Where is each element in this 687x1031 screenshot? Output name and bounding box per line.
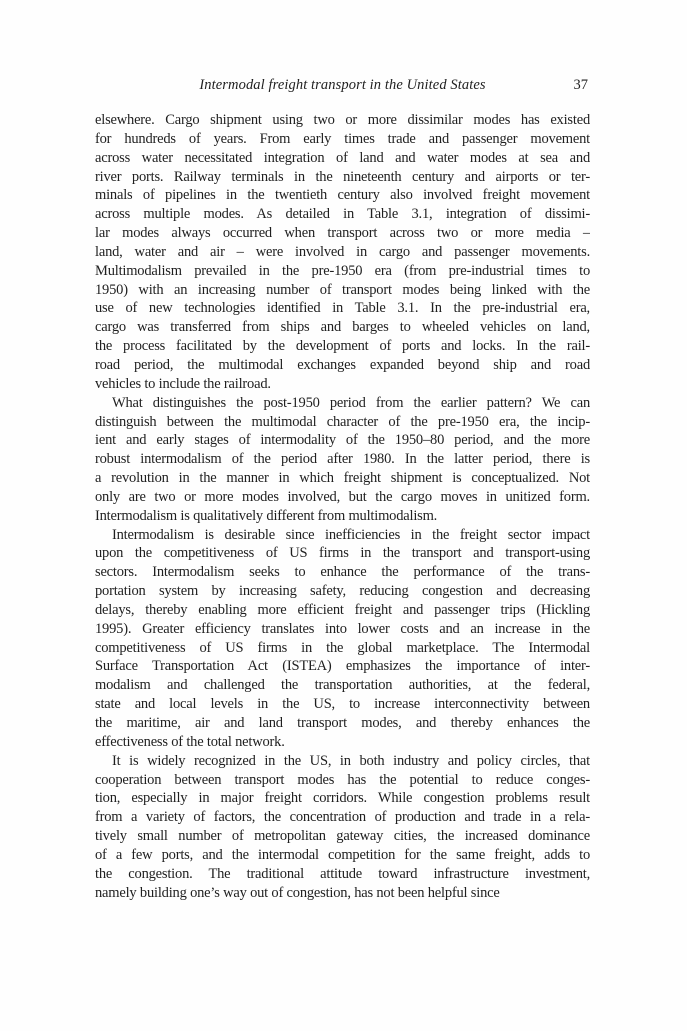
text-line: the process facilitated by the development of ports and locks. In the rail- (95, 338, 590, 355)
text-line: Intermodalism is desirable since inefficiencies in the freight sector impact (112, 526, 590, 543)
text-line: only are two or more modes involved, but the cargo moves in unitized form. (95, 488, 590, 505)
text-line: What distinguishes the post-1950 period from the earlier pattern? We can (112, 394, 590, 411)
running-header (95, 76, 590, 96)
text-line: river ports. Railway terminals in the nineteenth century and airports or ter- (95, 168, 590, 185)
text-line: cargo was transferred from ships and barges to wheeled vehicles on land, (95, 319, 590, 336)
text-line: land, water and air – were involved in cargo and passenger movements. (95, 243, 590, 260)
running-title: Intermodal freight transport in the United States (199, 77, 486, 93)
text-line: portation system by increasing safety, reducing congestion and decreasing (95, 583, 590, 600)
text-line: from a variety of factors, the concentration of production and trade in a rela- (95, 809, 590, 826)
text-line: state and local levels in the US, to increase interconnectivity between (95, 696, 590, 713)
text-line: Intermodalism is qualitatively different from multimodalism. (95, 507, 438, 524)
text-line: across water necessitated integration of land and water modes at sea and (95, 149, 590, 166)
text-line: effectiveness of the total network. (95, 733, 285, 750)
paragraph (95, 394, 590, 526)
text-line: tively small number of metropolitan gateway cities, the increased dominance (95, 828, 590, 845)
page-number: 37 (573, 77, 588, 93)
text-line: vehicles to include the railroad. (95, 375, 271, 392)
text-line: the congestion. The traditional attitude toward infrastructure investment, (95, 865, 590, 882)
paragraph (95, 526, 590, 752)
text-line: competitiveness of US firms in the global marketplace. The Intermodal (95, 639, 590, 656)
text-line: delays, thereby enabling more efficient freight and passenger trips (Hickling (95, 601, 590, 618)
paragraph (95, 752, 590, 903)
text-line: ient and early stages of intermodality of the 1950–80 period, and the more (95, 432, 590, 449)
text-line: use of new technologies identified in Table 3.1. In the pre-industrial era, (95, 300, 590, 317)
text-line: 1950) with an increasing number of transport modes being linked with the (95, 281, 590, 298)
text-line: minals of pipelines in the twentieth century also involved freight movement (95, 187, 590, 204)
text-line: modalism and challenged the transportation authorities, at the federal, (95, 677, 590, 694)
text-line: across multiple modes. As detailed in Table 3.1, integration of dissimi- (95, 206, 590, 223)
page-body (95, 111, 590, 902)
paragraph (95, 111, 590, 394)
text-line: tion, especially in major freight corridors. While congestion problems result (95, 790, 590, 807)
text-line: sectors. Intermodalism seeks to enhance the performance of the trans- (95, 564, 590, 581)
text-line: a revolution in the manner in which freight shipment is conceptualized. Not (95, 470, 590, 487)
text-line: lar modes always occurred when transport across two or more media – (95, 225, 590, 242)
text-line: road period, the multimodal exchanges expanded beyond ship and road (95, 356, 590, 373)
text-line: for hundreds of years. From early times trade and passenger movement (95, 130, 590, 147)
text-line: distinguish between the multimodal character of the pre-1950 era, the incip- (95, 413, 590, 430)
text-line: Surface Transportation Act (ISTEA) emphasizes the importance of inter- (95, 658, 590, 675)
text-line: It is widely recognized in the US, in both industry and policy circles, that (112, 752, 590, 769)
text-line: 1995). Greater efficiency translates into lower costs and an increase in the (95, 620, 590, 637)
text-line: cooperation between transport modes has the potential to reduce conges- (95, 771, 590, 788)
text-line: elsewhere. Cargo shipment using two or more dissimilar modes has existed (95, 112, 590, 128)
text-line: namely building one’s way out of congestion, has not been helpful since (95, 884, 500, 901)
text-line: Multimodalism prevailed in the pre-1950 era (from pre-industrial times to (95, 262, 590, 279)
text-line: robust intermodalism of the period after 1980. In the latter period, there is (95, 451, 590, 468)
text-line: upon the competitiveness of US firms in the transport and transport-using (95, 545, 590, 562)
text-line: the maritime, air and land transport modes, and thereby enhances the (95, 715, 590, 731)
text-line: of a few ports, and the intermodal competition for the same freight, adds to (95, 846, 590, 863)
